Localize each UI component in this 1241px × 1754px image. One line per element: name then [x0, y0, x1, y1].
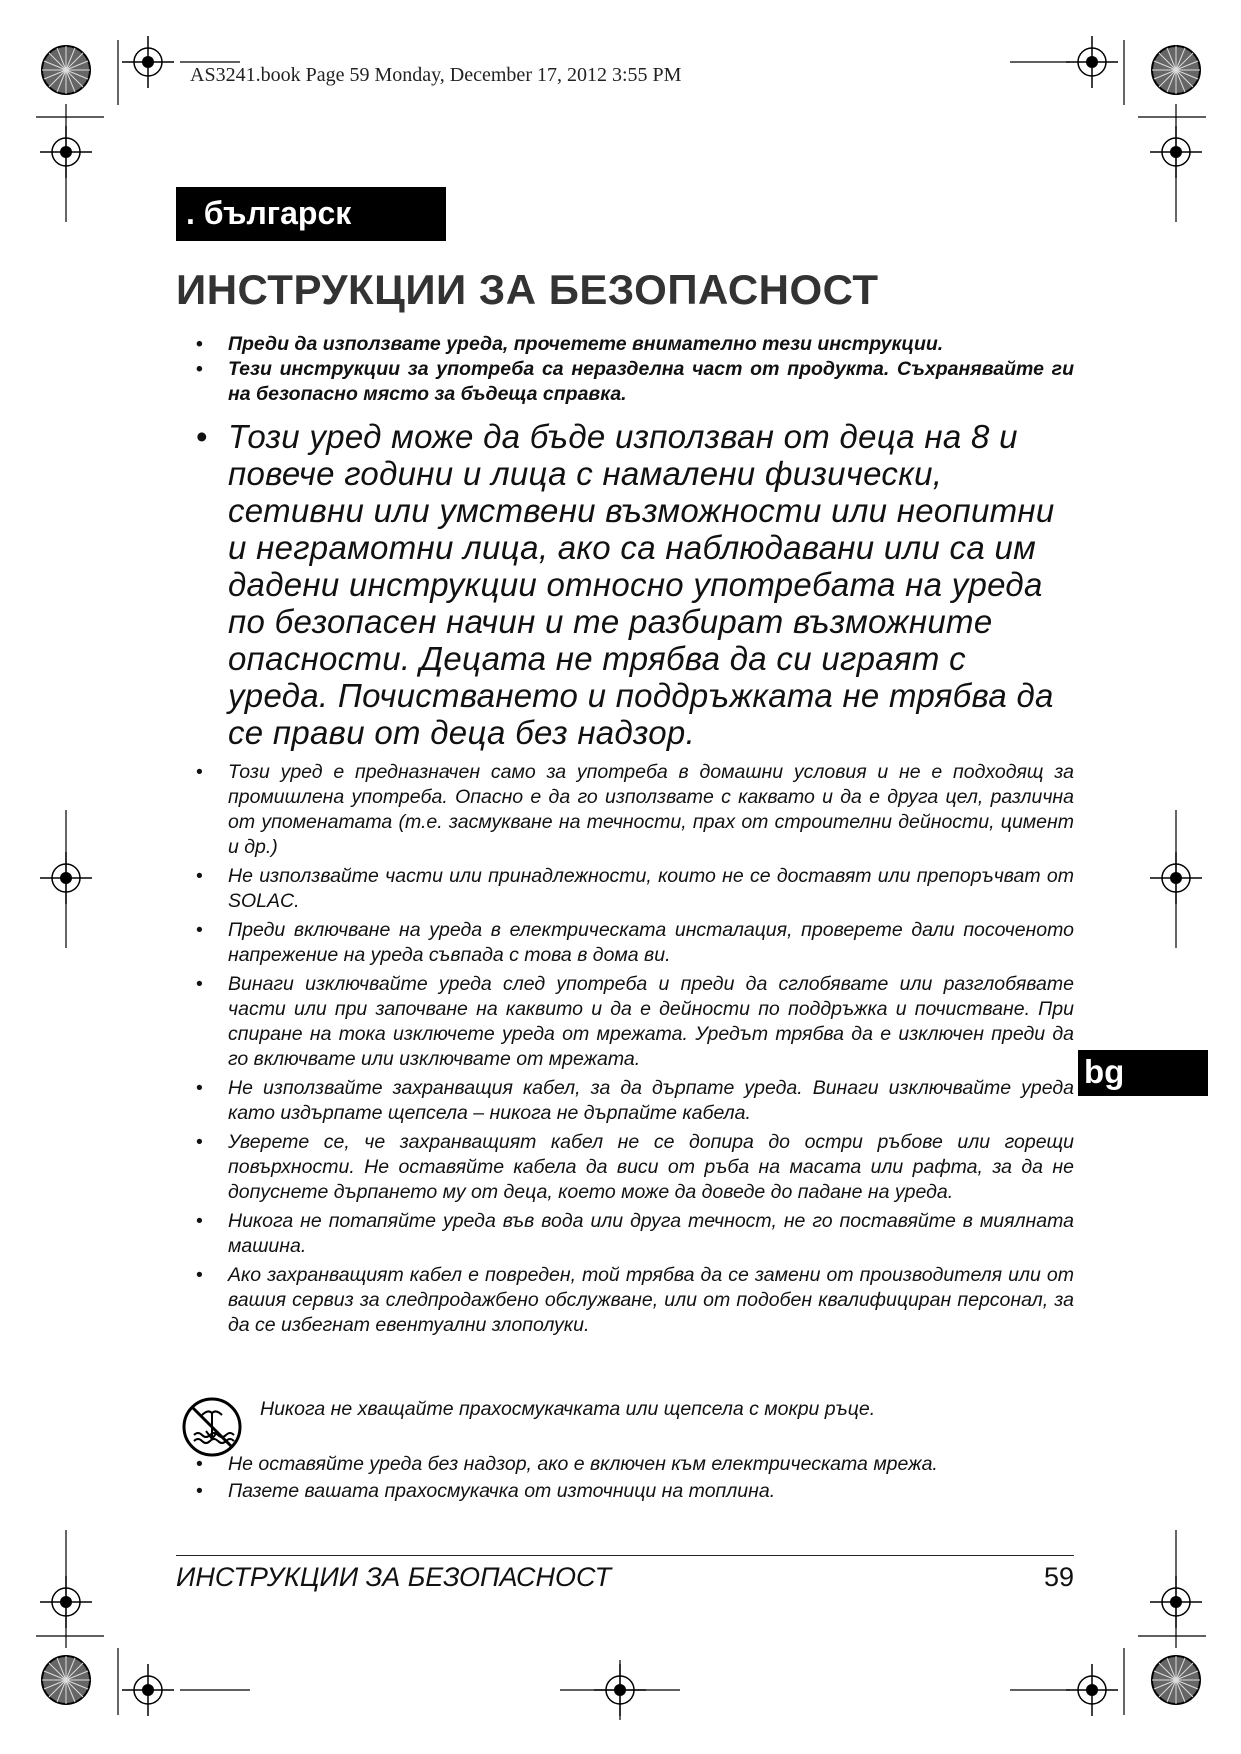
list-item: • Преди да използвате уреда, прочетете внимателно тези инструкции. [196, 333, 944, 355]
footer-title: ИНСТРУКЦИИ ЗА БЕЗОПАСНОСТ [176, 1562, 612, 1592]
safety-list [196, 760, 1074, 1342]
bullet-icon: • [196, 418, 208, 455]
registration-target-icon [1150, 126, 1202, 178]
color-starburst-icon [42, 1656, 90, 1704]
list-item: • Тези инструкции за употреба са неразделна част от продукта. Съхранявайте ги на безопасно място за бъдеща справка. [196, 358, 1074, 405]
language-side-tab: bg [1078, 1050, 1208, 1096]
color-starburst-icon [1152, 1656, 1200, 1704]
list-item: • Не оставяйте уреда без надзор, ако е включен към електрическата мрежа. [196, 1453, 938, 1475]
bullet-icon: • [196, 333, 203, 355]
list-item: • Не използвайте части или принадлежности, които не се доставят или препоръчват от SOLAC. [196, 865, 1074, 912]
list-item: • Този уред е предназначен само за употреба в домашни условия и не е подходящ за промишлена употреба. Опасно е да го използвате с каквато и да е друга цел, различна от упоменатата (т.е. засмукване на течности, прах от строителни дейности, цимент и др.) [196, 761, 1074, 858]
list-item: • Винаги изключвайте уреда след употреба и преди да сглобявате или разглобявате части или при започване на каквито и да е дейности по поддръжка и почистване. При спиране на тока изключете уреда от мрежата. Уредът трябва да е изключен преди да го включвате или изключвате от мрежата. [196, 973, 1074, 1070]
registration-target-icon [1150, 852, 1202, 904]
registration-target-icon [1150, 1576, 1202, 1628]
registration-target-icon [40, 126, 92, 178]
page-title: ИНСТРУКЦИИ ЗА БЕЗОПАСНОСТ [176, 266, 879, 313]
intro-list [196, 332, 1074, 407]
color-starburst-icon [1152, 46, 1200, 94]
list-item: • Уверете се, че захранващият кабел не се допира до остри ръбове или горещи повърхности. Не оставяйте кабела да виси от ръба на масата или рафта, за да не допуснете дърпането му от деца, което може да доведе до падане на уреда. [196, 1131, 1074, 1203]
tail-list [196, 1452, 1074, 1506]
bullet-icon: • [196, 1210, 203, 1232]
color-starburst-icon [42, 46, 90, 94]
registration-target-icon [1066, 36, 1118, 88]
no-wet-hands-icon [180, 1395, 244, 1459]
bullet-icon: • [196, 1131, 203, 1153]
list-item: • Този уред може да бъде използван от деца на 8 и повече години и лица с намалени физически, сетивни или умствени възможности или неопитни и неграмотни лица, ако са наблюдавани или са им дадени инструкции относно употребата на уреда по безопасен начин и те разбират възможните опасности. Децата не трябва да си играят с уреда. Почистването и поддръжката не трябва да се прави от деца без надзор. [196, 418, 1055, 751]
registration-target-icon [122, 1664, 174, 1716]
wet-hands-warning [180, 1395, 1074, 1459]
list-item: • Не използвайте захранващия кабел, за да дърпате уреда. Винаги изключвайте уреда като издърпате щепсела – никога не дърпайте кабела. [196, 1077, 1074, 1124]
footer-divider [176, 1555, 1074, 1556]
list-item: • Преди включване на уреда в електрическата инсталация, проверете дали посоченото напрежение на уреда съвпада с това в дома ви. [196, 919, 1074, 966]
bullet-icon: • [196, 358, 203, 380]
registration-target-icon [1066, 1664, 1118, 1716]
children-warning-list [196, 418, 1074, 751]
language-label: . българск [176, 187, 446, 241]
wet-hands-warning-text: Никога не хващайте прахосмукачката или щепсела с мокри ръце. [260, 1398, 876, 1420]
list-item: • Пазете вашата прахосмукачка от източници на топлина. [196, 1480, 776, 1502]
page-number: 59 [1043, 1562, 1074, 1592]
registration-target-icon [122, 36, 174, 88]
bullet-icon: • [196, 1264, 203, 1286]
bullet-icon: • [196, 1077, 203, 1099]
bullet-icon: • [196, 973, 203, 995]
registration-target-icon [40, 1576, 92, 1628]
print-header: AS3241.book Page 59 Monday, December 17, 2012 3:55 PM [190, 64, 682, 86]
bullet-icon: • [196, 761, 203, 783]
bullet-icon: • [196, 919, 203, 941]
registration-target-icon [40, 852, 92, 904]
registration-target-icon [594, 1664, 646, 1716]
bullet-icon: • [196, 1453, 203, 1475]
bullet-icon: • [196, 865, 203, 887]
bullet-icon: • [196, 1480, 203, 1502]
list-item: • Никога не потапяйте уреда във вода или друга течност, не го поставяйте в миялната машина. [196, 1210, 1074, 1257]
list-item: • Ако захранващият кабел е повреден, той трябва да се замени от производителя или от вашия сервиз за следпродажбено обслужване, или от подобен квалифициран персонал, за да се избегнат евентуални злополуки. [196, 1264, 1074, 1336]
